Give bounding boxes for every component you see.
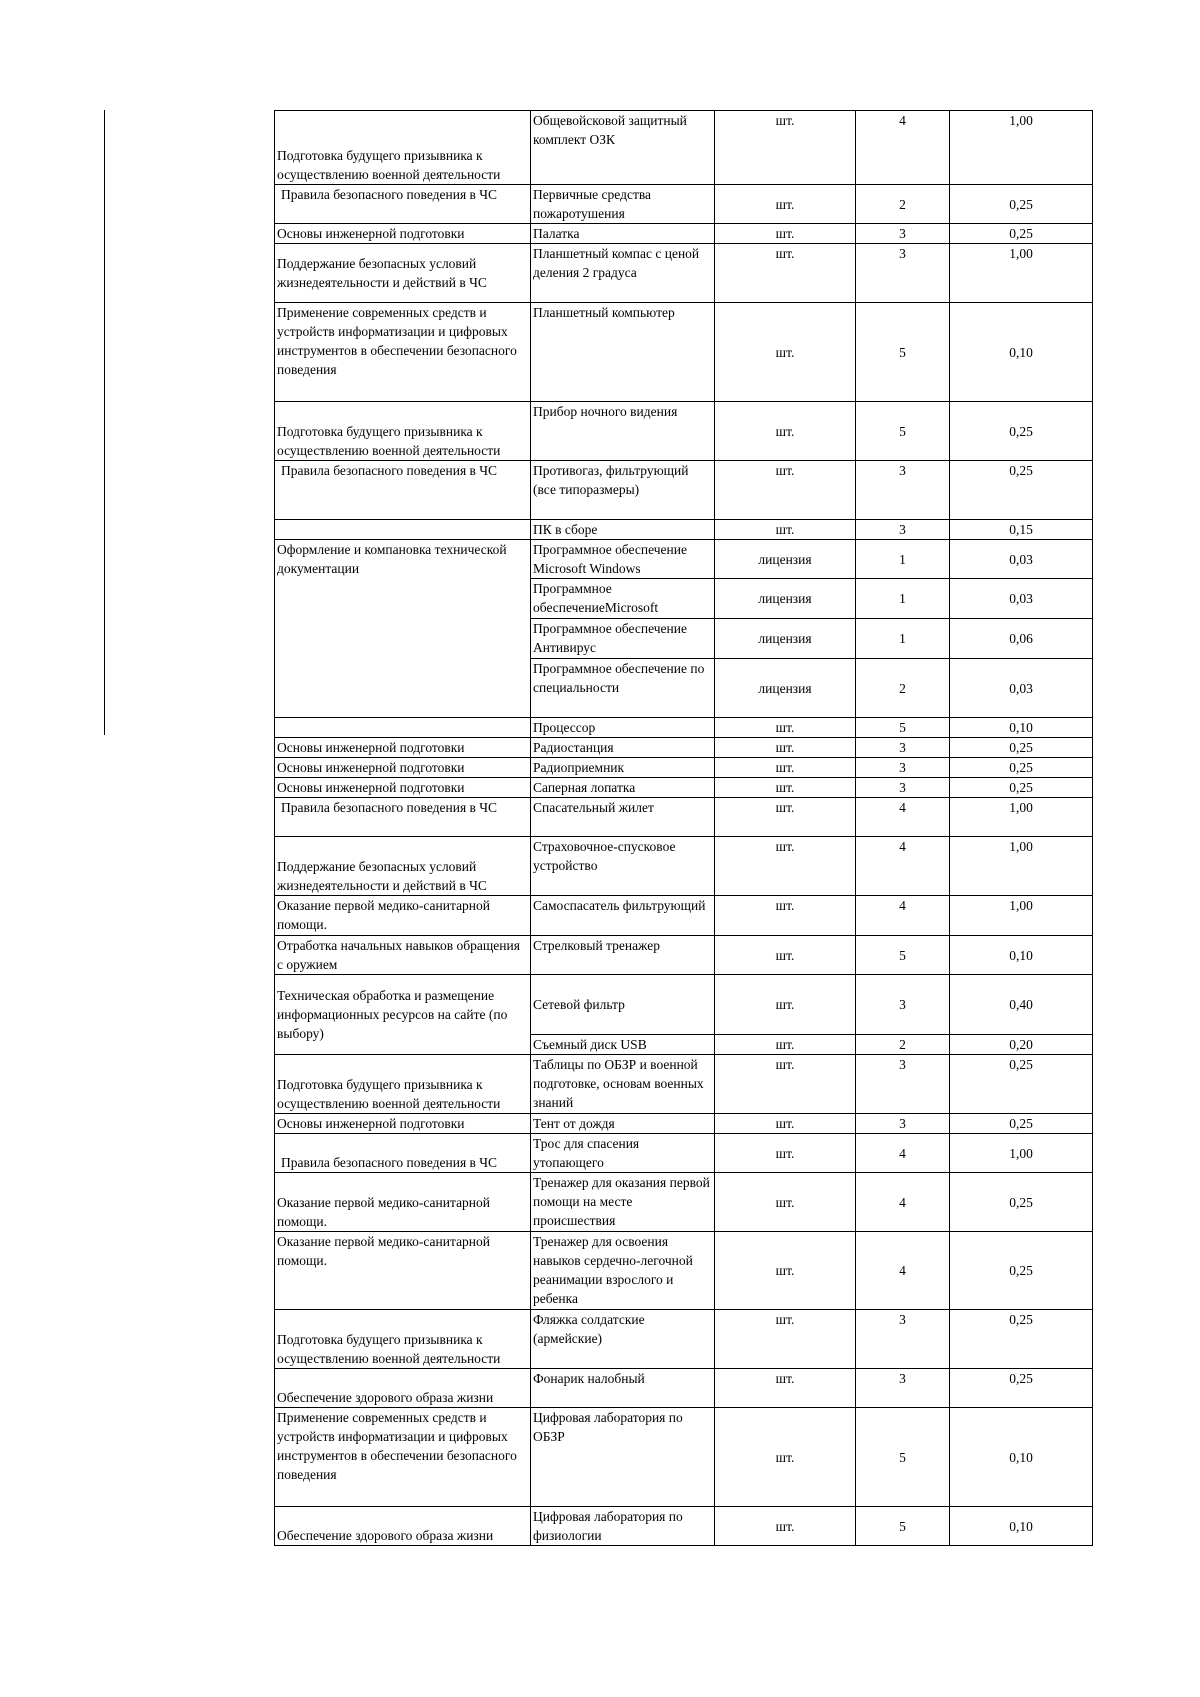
qty-cell: 3 <box>856 244 950 303</box>
item-cell: Программное обеспечение Антивирус <box>531 619 715 659</box>
qty-cell: 4 <box>856 837 950 896</box>
item-cell: Радиоприемник <box>531 758 715 778</box>
unit-cell: шт. <box>715 837 856 896</box>
item-cell: Самоспасатель фильтрующий <box>531 896 715 936</box>
item-cell: Стрелковый тренажер <box>531 936 715 975</box>
unit-cell: лицензия <box>715 619 856 659</box>
unit-cell: шт. <box>715 185 856 224</box>
coef-cell: 0,25 <box>950 1369 1093 1408</box>
qty-cell: 5 <box>856 936 950 975</box>
coef-cell: 0,25 <box>950 1310 1093 1369</box>
unit-cell: шт. <box>715 111 856 185</box>
unit-cell: шт. <box>715 520 856 540</box>
qty-cell: 4 <box>856 111 950 185</box>
unit-cell: шт. <box>715 1408 856 1507</box>
unit-cell: шт. <box>715 1310 856 1369</box>
table-row <box>275 798 1093 837</box>
table-row <box>275 1310 1093 1369</box>
coef-cell: 0,25 <box>950 758 1093 778</box>
table-row <box>275 896 1093 936</box>
coef-cell: 0,03 <box>950 659 1093 718</box>
table-row <box>275 1055 1093 1114</box>
item-cell: Сетевой фильтр <box>531 975 715 1035</box>
table-row <box>275 936 1093 975</box>
table-row <box>275 1134 1093 1173</box>
table-row <box>275 1507 1093 1546</box>
item-cell: Саперная лопатка <box>531 778 715 798</box>
qty-cell: 3 <box>856 520 950 540</box>
qty-cell: 3 <box>856 778 950 798</box>
coef-cell: 0,25 <box>950 1055 1093 1114</box>
table-row <box>275 1114 1093 1134</box>
qty-cell: 3 <box>856 738 950 758</box>
section-cell: Обеспечение здорового образа жизни <box>275 1507 531 1546</box>
section-cell: Основы инженерной подготовки <box>275 758 531 778</box>
qty-cell: 3 <box>856 461 950 520</box>
item-cell: Тренажер для оказания первой помощи на месте происшествия <box>531 1173 715 1232</box>
qty-cell: 3 <box>856 224 950 244</box>
qty-cell: 2 <box>856 659 950 718</box>
table-row <box>275 1173 1093 1232</box>
unit-cell: шт. <box>715 936 856 975</box>
table-row <box>275 185 1093 224</box>
unit-cell: шт. <box>715 738 856 758</box>
unit-cell: шт. <box>715 1114 856 1134</box>
table-row <box>275 303 1093 402</box>
item-cell: Процессор <box>531 718 715 738</box>
section-cell: Поддержание безопасных условий жизнедеятельности и действий в ЧС <box>275 244 531 303</box>
coef-cell: 0,25 <box>950 185 1093 224</box>
item-cell: Общевойсковой защитный комплект ОЗК <box>531 111 715 185</box>
unit-cell: лицензия <box>715 579 856 619</box>
coef-cell: 0,25 <box>950 1232 1093 1310</box>
section-cell <box>275 718 531 738</box>
item-cell: Программное обеспечение Microsoft Windows <box>531 540 715 579</box>
coef-cell: 1,00 <box>950 1134 1093 1173</box>
item-cell: Спасательный жилет <box>531 798 715 837</box>
table-row <box>275 520 1093 540</box>
coef-cell: 0,03 <box>950 540 1093 579</box>
coef-cell: 1,00 <box>950 244 1093 303</box>
unit-cell: шт. <box>715 1369 856 1408</box>
qty-cell: 3 <box>856 1369 950 1408</box>
section-cell: Подготовка будущего призывника к осуществлению военной деятельности <box>275 111 531 185</box>
qty-cell: 4 <box>856 1232 950 1310</box>
left-margin-rule <box>104 110 105 735</box>
coef-cell: 1,00 <box>950 896 1093 936</box>
unit-cell: шт. <box>715 461 856 520</box>
qty-cell: 5 <box>856 303 950 402</box>
unit-cell: шт. <box>715 975 856 1035</box>
coef-cell: 1,00 <box>950 111 1093 185</box>
unit-cell: шт. <box>715 758 856 778</box>
table-row <box>275 1408 1093 1507</box>
section-cell: Подготовка будущего призывника к осуществлению военной деятельности <box>275 1055 531 1114</box>
item-cell: Планшетный компас с ценой деления 2 градуса <box>531 244 715 303</box>
item-cell: Программное обеспечениеMicrosoft <box>531 579 715 619</box>
qty-cell: 3 <box>856 1310 950 1369</box>
item-cell: Палатка <box>531 224 715 244</box>
unit-cell: шт. <box>715 896 856 936</box>
item-cell: Тренажер для освоения навыков сердечно-легочной реанимации взрослого и ребенка <box>531 1232 715 1310</box>
table-row <box>275 1369 1093 1408</box>
unit-cell: шт. <box>715 1035 856 1055</box>
coef-cell: 0,03 <box>950 579 1093 619</box>
qty-cell: 3 <box>856 1055 950 1114</box>
item-cell: Противогаз, фильтрующий (все типоразмеры) <box>531 461 715 520</box>
table-row <box>275 244 1093 303</box>
item-cell: Трос для спасения утопающего <box>531 1134 715 1173</box>
coef-cell: 0,06 <box>950 619 1093 659</box>
section-cell: Правила безопасного поведения в ЧС <box>275 185 531 224</box>
section-cell: Оказание первой медико-санитарной помощи. <box>275 1232 531 1310</box>
item-cell: Первичные средства пожаротушения <box>531 185 715 224</box>
item-cell: Радиостанция <box>531 738 715 758</box>
item-cell: Цифровая лаборатория по физиологии <box>531 1507 715 1546</box>
unit-cell: лицензия <box>715 540 856 579</box>
section-cell: Основы инженерной подготовки <box>275 738 531 758</box>
item-cell: Планшетный компьютер <box>531 303 715 402</box>
section-cell: Применение современных средств и устройств информатизации и цифровых инструментов в обеспечении безопасного поведения <box>275 303 531 402</box>
table-row <box>275 402 1093 461</box>
qty-cell: 1 <box>856 619 950 659</box>
qty-cell: 3 <box>856 1114 950 1134</box>
section-cell: Применение современных средств и устройств информатизации и цифровых инструментов в обеспечении безопасного поведения <box>275 1408 531 1507</box>
qty-cell: 4 <box>856 1134 950 1173</box>
section-cell: Оформление и компановка технической документации <box>275 540 531 718</box>
section-cell: Оказание первой медико-санитарной помощи. <box>275 1173 531 1232</box>
table-row <box>275 718 1093 738</box>
qty-cell: 1 <box>856 579 950 619</box>
unit-cell: шт. <box>715 1055 856 1114</box>
coef-cell: 0,10 <box>950 303 1093 402</box>
item-cell: Фонарик налобный <box>531 1369 715 1408</box>
coef-cell: 0,25 <box>950 1173 1093 1232</box>
unit-cell: шт. <box>715 1134 856 1173</box>
coef-cell: 1,00 <box>950 798 1093 837</box>
coef-cell: 1,00 <box>950 837 1093 896</box>
section-cell: Поддержание безопасных условий жизнедеятельности и действий в ЧС <box>275 837 531 896</box>
section-cell: Основы инженерной подготовки <box>275 224 531 244</box>
qty-cell: 2 <box>856 185 950 224</box>
coef-cell: 0,25 <box>950 738 1093 758</box>
qty-cell: 3 <box>856 758 950 778</box>
section-cell: Правила безопасного поведения в ЧС <box>275 461 531 520</box>
qty-cell: 4 <box>856 896 950 936</box>
unit-cell: шт. <box>715 402 856 461</box>
section-cell: Подготовка будущего призывника к осуществлению военной деятельности <box>275 1310 531 1369</box>
section-cell <box>275 520 531 540</box>
coef-cell: 0,20 <box>950 1035 1093 1055</box>
unit-cell: шт. <box>715 798 856 837</box>
table-row <box>275 738 1093 758</box>
unit-cell: шт. <box>715 1173 856 1232</box>
coef-cell: 0,10 <box>950 1507 1093 1546</box>
section-cell: Основы инженерной подготовки <box>275 778 531 798</box>
qty-cell: 5 <box>856 402 950 461</box>
unit-cell: шт. <box>715 778 856 798</box>
section-cell: Обеспечение здорового образа жизни <box>275 1369 531 1408</box>
item-cell: Тент от дождя <box>531 1114 715 1134</box>
unit-cell: шт. <box>715 244 856 303</box>
section-cell: Правила безопасного поведения в ЧС <box>275 798 531 837</box>
qty-cell: 5 <box>856 718 950 738</box>
table-row <box>275 837 1093 896</box>
unit-cell: шт. <box>715 718 856 738</box>
section-cell: Техническая обработка и размещение информационных ресурсов на сайте (по выбору) <box>275 975 531 1055</box>
qty-cell: 1 <box>856 540 950 579</box>
coef-cell: 0,10 <box>950 1408 1093 1507</box>
unit-cell: шт. <box>715 1232 856 1310</box>
section-cell: Правила безопасного поведения в ЧС <box>275 1134 531 1173</box>
qty-cell: 3 <box>856 975 950 1035</box>
unit-cell: шт. <box>715 303 856 402</box>
table-row <box>275 758 1093 778</box>
table-row <box>275 975 1093 1035</box>
table-row <box>275 1232 1093 1310</box>
qty-cell: 4 <box>856 1173 950 1232</box>
item-cell: ПК в сборе <box>531 520 715 540</box>
item-cell: Прибор ночного видения <box>531 402 715 461</box>
equipment-table <box>274 110 1093 1546</box>
item-cell: Таблицы по ОБЗР и военной подготовке, основам военных знаний <box>531 1055 715 1114</box>
coef-cell: 0,10 <box>950 936 1093 975</box>
qty-cell: 4 <box>856 798 950 837</box>
coef-cell: 0,15 <box>950 520 1093 540</box>
coef-cell: 0,40 <box>950 975 1093 1035</box>
section-cell: Отработка начальных навыков обращения с оружием <box>275 936 531 975</box>
coef-cell: 0,25 <box>950 1114 1093 1134</box>
section-cell: Основы инженерной подготовки <box>275 1114 531 1134</box>
section-cell: Оказание первой медико-санитарной помощи. <box>275 896 531 936</box>
item-cell: Цифровая лаборатория по ОБЗР <box>531 1408 715 1507</box>
unit-cell: шт. <box>715 1507 856 1546</box>
coef-cell: 0,25 <box>950 224 1093 244</box>
coef-cell: 0,10 <box>950 718 1093 738</box>
table-row <box>275 224 1093 244</box>
unit-cell: шт. <box>715 224 856 244</box>
unit-cell: лицензия <box>715 659 856 718</box>
section-cell: Подготовка будущего призывника к осуществлению военной деятельности <box>275 402 531 461</box>
item-cell: Съемный диск USB <box>531 1035 715 1055</box>
table-row <box>275 461 1093 520</box>
item-cell: Страховочное-спусковое устройство <box>531 837 715 896</box>
coef-cell: 0,25 <box>950 402 1093 461</box>
qty-cell: 5 <box>856 1408 950 1507</box>
table-row <box>275 540 1093 579</box>
table-row <box>275 778 1093 798</box>
coef-cell: 0,25 <box>950 778 1093 798</box>
qty-cell: 2 <box>856 1035 950 1055</box>
item-cell: Фляжка солдатские (армейские) <box>531 1310 715 1369</box>
qty-cell: 5 <box>856 1507 950 1546</box>
coef-cell: 0,25 <box>950 461 1093 520</box>
table-row <box>275 111 1093 185</box>
item-cell: Программное обеспечение по специальности <box>531 659 715 718</box>
